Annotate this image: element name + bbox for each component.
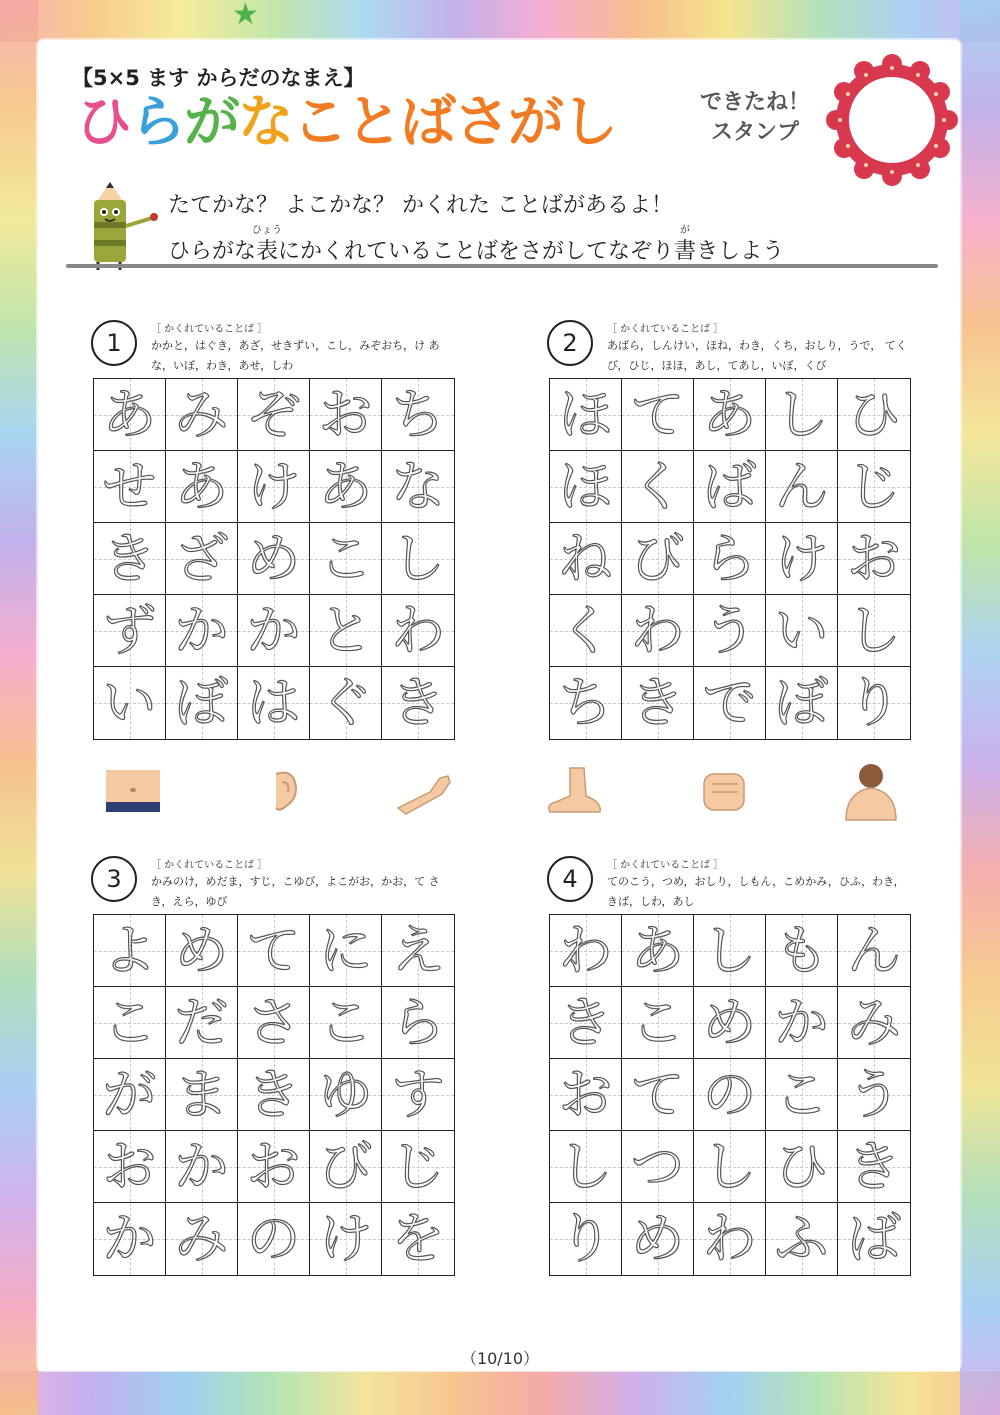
grid-cell (166, 379, 238, 451)
tracing-character[interactable]: て (630, 382, 685, 446)
grid-cell (310, 915, 382, 987)
tracing-character[interactable]: う (702, 598, 757, 662)
grid-cell (838, 1203, 910, 1275)
star-icon: ★ (232, 0, 259, 32)
tracing-character[interactable]: が (102, 1062, 157, 1126)
grid-cell (838, 1059, 910, 1131)
grid-cell (166, 1131, 238, 1203)
grid-cell (166, 451, 238, 523)
tracing-character[interactable]: ぞ (246, 382, 301, 446)
belly-icon (98, 762, 168, 822)
grid-cell (838, 915, 910, 987)
hint-words: かかと，はぐき，あざ，せきずい，こし，みぞおち，け あな，いぼ，わき，あせ，しわ (151, 339, 440, 372)
grid-cell (238, 451, 310, 523)
tracing-character[interactable]: し (847, 598, 901, 662)
tracing-character[interactable]: お (558, 1062, 613, 1126)
tracing-character[interactable]: あ (174, 454, 229, 518)
tracing-character[interactable]: び (630, 526, 685, 590)
tracing-character[interactable]: ぼ (774, 671, 829, 734)
tracing-character[interactable]: ほ (558, 382, 613, 446)
tracing-character[interactable]: ね (558, 526, 613, 590)
grid-cell (382, 595, 454, 667)
divider (66, 264, 938, 268)
tracing-character[interactable]: ば (702, 454, 757, 518)
grid-cell (550, 523, 622, 595)
tracing-character[interactable]: わ (391, 598, 445, 662)
grid-cell (550, 1203, 622, 1275)
tracing-character[interactable]: い (102, 671, 157, 734)
grid-cell (94, 451, 166, 523)
kanji: 書 (674, 239, 697, 264)
grid-cell (766, 1131, 838, 1203)
tracing-character[interactable]: と (318, 598, 373, 662)
furigana: が (680, 225, 691, 236)
hint-heading: ［ かくれていることば ］ (151, 324, 268, 335)
tracing-character[interactable]: う (847, 1062, 901, 1126)
instruction-text: きしよう (696, 239, 785, 264)
grid-cell (238, 1203, 310, 1275)
tracing-character[interactable]: ば (847, 1207, 901, 1270)
tracing-character[interactable]: は (246, 671, 301, 734)
grid-cell (694, 915, 766, 987)
tracing-character[interactable]: こ (774, 1062, 829, 1126)
tracing-character[interactable]: ん (847, 918, 901, 982)
letter-grid (93, 914, 455, 1276)
grid-cell (310, 1203, 382, 1275)
back-icon (836, 762, 906, 822)
tracing-character[interactable]: を (391, 1207, 445, 1270)
grid-cell (838, 595, 910, 667)
grid-cell (238, 1059, 310, 1131)
grid-cell (382, 1131, 454, 1203)
hint-heading: ［ かくれていることば ］ (607, 860, 724, 871)
tracing-character[interactable]: め (702, 990, 757, 1054)
arm-icon (394, 762, 464, 822)
title-char: ひ (76, 90, 130, 155)
grid-cell (238, 379, 310, 451)
tracing-character[interactable]: す (391, 1062, 445, 1126)
grid-cell (166, 1203, 238, 1275)
grid-cell (766, 1203, 838, 1275)
title-char: な (238, 90, 292, 155)
grid-cell (838, 451, 910, 523)
grid-cell (310, 595, 382, 667)
grid-cell (838, 667, 910, 739)
grid-cell (166, 595, 238, 667)
body-part-pictures (98, 762, 898, 822)
tracing-character[interactable]: め (246, 526, 301, 590)
grid-cell (766, 987, 838, 1059)
tracing-character[interactable]: し (558, 1134, 613, 1198)
tracing-character[interactable]: き (630, 671, 685, 734)
tracing-character[interactable]: ひ (774, 1134, 829, 1198)
grid-cell (238, 915, 310, 987)
tracing-character[interactable]: ざ (174, 526, 229, 590)
grid-cell (94, 1203, 166, 1275)
hint-words: かみのけ，めだま，すじ，こゆび，よこがお，かお，て さき，えら，ゆび (151, 875, 440, 908)
grid-cell (166, 915, 238, 987)
grid-cell (238, 667, 310, 739)
grid-cell (238, 987, 310, 1059)
grid-cell (766, 667, 838, 739)
grid-cell (622, 987, 694, 1059)
tracing-character[interactable]: て (246, 918, 301, 982)
frame-right (960, 0, 1000, 1415)
grid-cell (838, 1131, 910, 1203)
grid-cell (166, 523, 238, 595)
grid-cell (166, 1059, 238, 1131)
instruction-text: ひらがな (168, 239, 257, 264)
tracing-character[interactable]: わ (630, 598, 685, 662)
grid-cell (94, 987, 166, 1059)
furigana: ひょう (252, 225, 283, 236)
tracing-character[interactable]: ぐ (318, 671, 373, 734)
tracing-character[interactable]: し (391, 526, 445, 590)
tracing-character[interactable]: け (246, 454, 301, 518)
grid-cell (694, 523, 766, 595)
grid-cell (382, 523, 454, 595)
tracing-character[interactable]: か (774, 990, 829, 1054)
tracing-character[interactable]: き (391, 671, 445, 734)
tracing-character[interactable]: こ (318, 990, 373, 1054)
tracing-character[interactable]: じ (847, 454, 901, 518)
tracing-character[interactable]: し (702, 1134, 757, 1198)
tracing-character[interactable]: ず (102, 598, 157, 662)
puzzle-number: 3 (91, 856, 137, 902)
tracing-character[interactable]: り (847, 671, 901, 734)
puzzle-number: 1 (91, 320, 137, 366)
grid-cell (694, 1203, 766, 1275)
instruction-text: にかくれていることばをさがしてなぞり (278, 239, 675, 264)
tracing-character[interactable]: あ (630, 918, 685, 982)
grid-cell (94, 523, 166, 595)
grid-cell (622, 523, 694, 595)
frame-left (0, 0, 38, 1415)
grid-cell (382, 667, 454, 739)
tracing-character[interactable]: つ (630, 1134, 685, 1198)
tracing-character[interactable]: の (702, 1062, 757, 1126)
tracing-character[interactable]: わ (702, 1207, 757, 1270)
tracing-character[interactable]: か (102, 1207, 157, 1270)
fist-icon (690, 762, 760, 822)
frame-bottom (0, 1371, 1000, 1415)
grid-cell (382, 1203, 454, 1275)
tracing-character[interactable]: け (318, 1207, 373, 1270)
hint-heading: ［ かくれていることば ］ (151, 860, 268, 871)
tracing-character[interactable]: め (630, 1207, 685, 1270)
grid-cell (94, 379, 166, 451)
tracing-character[interactable]: か (174, 598, 229, 662)
stamp-label (690, 88, 820, 147)
tracing-character[interactable]: せ (102, 454, 157, 518)
tracing-character[interactable]: き (246, 1062, 301, 1126)
tracing-character[interactable]: よ (102, 918, 157, 982)
grid-cell (550, 595, 622, 667)
tracing-character[interactable]: お (847, 526, 901, 590)
tracing-character[interactable]: く (558, 598, 613, 662)
grid-cell (838, 379, 910, 451)
tracing-character[interactable]: じ (391, 1134, 445, 1198)
grid-cell (550, 1059, 622, 1131)
grid-cell (550, 667, 622, 739)
kanji: 表 (256, 239, 279, 264)
tracing-character[interactable]: り (558, 1207, 613, 1270)
tracing-character[interactable]: あ (102, 382, 157, 446)
hint-words: あばら，しんけい，ほね，わき，くち，おしり，うで， てくび，ひじ，ほほ，あし，てあし，いぼ，くび (607, 339, 907, 372)
tracing-character[interactable]: き (102, 526, 157, 590)
grid-cell (694, 1131, 766, 1203)
ear-icon (250, 762, 320, 822)
grid-cell (310, 523, 382, 595)
hint-heading: ［ かくれていることば ］ (607, 324, 724, 335)
tracing-character[interactable]: こ (318, 526, 373, 590)
grid-cell (550, 1131, 622, 1203)
tracing-character[interactable]: え (391, 918, 445, 982)
tracing-character[interactable]: ら (391, 990, 445, 1054)
grid-cell (766, 1059, 838, 1131)
foot-icon (540, 762, 610, 822)
grid-cell (550, 379, 622, 451)
grid-cell (622, 1203, 694, 1275)
tracing-character[interactable]: び (318, 1134, 373, 1198)
letter-grid (549, 914, 911, 1276)
tracing-character[interactable]: ち (391, 382, 445, 446)
tracing-character[interactable]: ぼ (174, 671, 229, 734)
instruction-line-2 (168, 225, 785, 265)
grid-cell (622, 379, 694, 451)
grid-cell (694, 379, 766, 451)
grid-cell (694, 595, 766, 667)
letter-grid (549, 378, 911, 740)
worksheet-title (76, 92, 616, 154)
title-char: ら (130, 90, 184, 155)
grid-cell (310, 379, 382, 451)
tracing-character[interactable]: に (318, 918, 373, 982)
grid-cell (694, 451, 766, 523)
tracing-character[interactable]: な (391, 454, 445, 518)
instruction-line-1: たてかな？ よこかな？ かくれた ことばがあるよ！ (168, 193, 673, 218)
grid-cell (382, 915, 454, 987)
grid-cell (310, 451, 382, 523)
grid-cell (550, 451, 622, 523)
grid-cell (694, 667, 766, 739)
tracing-character[interactable]: め (174, 918, 229, 982)
tracing-character[interactable]: ふ (774, 1207, 829, 1270)
grid-cell (838, 987, 910, 1059)
grid-cell (310, 667, 382, 739)
tracing-character[interactable]: さ (246, 990, 301, 1054)
grid-cell (694, 987, 766, 1059)
grid-cell (238, 595, 310, 667)
ruby-kanji (674, 225, 697, 265)
ruby-kanji (252, 225, 283, 265)
hint-words: てのこう，つめ，おしり，しもん，こめかみ，ひふ，わき， きば，しわ，あし (607, 875, 905, 908)
title-char: が (184, 90, 238, 155)
grid-cell (238, 523, 310, 595)
grid-cell (766, 523, 838, 595)
grid-cell (382, 987, 454, 1059)
tracing-character[interactable]: ほ (558, 454, 613, 518)
grid-cell (382, 451, 454, 523)
grid-cell (310, 1131, 382, 1203)
tracing-character[interactable]: の (246, 1207, 301, 1270)
tracing-character[interactable]: わ (558, 918, 613, 982)
tracing-character[interactable]: あ (702, 382, 757, 446)
puzzle-number: 2 (547, 320, 593, 366)
title-rest: ことばさがし (292, 90, 616, 155)
tracing-character[interactable]: こ (102, 990, 157, 1054)
grid-cell (766, 595, 838, 667)
tracing-character[interactable]: く (630, 454, 685, 518)
grid-cell (94, 1131, 166, 1203)
tracing-character[interactable]: け (774, 526, 829, 590)
grid-cell (622, 915, 694, 987)
grid-cell (382, 379, 454, 451)
grid-cell (622, 1131, 694, 1203)
tracing-character[interactable]: き (558, 990, 613, 1054)
tracing-character[interactable]: お (318, 382, 373, 446)
pencil-character-icon (80, 182, 162, 272)
letter-grid (93, 378, 455, 740)
grid-cell (694, 1059, 766, 1131)
grid-cell (94, 915, 166, 987)
grid-cell (94, 1059, 166, 1131)
grid-cell (550, 987, 622, 1059)
frame-top (0, 0, 1000, 42)
grid-cell (166, 667, 238, 739)
tracing-character[interactable]: だ (174, 990, 229, 1054)
stamp-circle-icon (826, 54, 958, 186)
tracing-character[interactable]: ら (702, 526, 757, 590)
tracing-character[interactable]: お (102, 1134, 157, 1198)
grid-cell (838, 523, 910, 595)
grid-cell (94, 667, 166, 739)
tracing-character[interactable]: ひ (847, 382, 901, 446)
grid-cell (766, 915, 838, 987)
tracing-character[interactable]: き (847, 1134, 901, 1198)
grid-cell (382, 1059, 454, 1131)
tracing-character[interactable]: ゆ (318, 1062, 373, 1126)
title-hiragana (76, 90, 292, 155)
grid-cell (622, 667, 694, 739)
grid-cell (310, 1059, 382, 1131)
tracing-character[interactable]: こ (630, 990, 685, 1054)
tracing-character[interactable]: も (774, 918, 829, 982)
stamp-label-line: できたね！ (699, 90, 810, 115)
grid-cell (622, 1059, 694, 1131)
tracing-character[interactable]: み (174, 382, 229, 446)
grid-cell (766, 451, 838, 523)
tracing-character[interactable]: ち (558, 671, 613, 734)
stamp-label-line: スタンプ (710, 119, 799, 145)
grid-cell (310, 987, 382, 1059)
tracing-character[interactable]: い (774, 598, 829, 662)
tracing-character[interactable]: お (246, 1134, 301, 1198)
tracing-character[interactable]: あ (318, 454, 373, 518)
tracing-character[interactable]: か (246, 598, 301, 662)
tracing-character[interactable]: ま (174, 1062, 229, 1126)
page-number: （10/10） (460, 1349, 540, 1368)
worksheet-subtitle: 【5×5 ます からだのなまえ】 (72, 66, 365, 90)
puzzle-number: 4 (547, 856, 593, 902)
grid-cell (622, 451, 694, 523)
tracing-character[interactable]: か (174, 1134, 229, 1198)
tracing-character[interactable]: み (847, 990, 901, 1054)
tracing-character[interactable]: み (174, 1207, 229, 1270)
tracing-character[interactable]: し (774, 382, 829, 446)
grid-cell (766, 379, 838, 451)
grid-cell (550, 915, 622, 987)
tracing-character[interactable]: ん (774, 454, 829, 518)
tracing-character[interactable]: し (702, 918, 757, 982)
tracing-character[interactable]: て (630, 1062, 685, 1126)
grid-cell (166, 987, 238, 1059)
tracing-character[interactable]: で (702, 671, 757, 734)
grid-cell (622, 595, 694, 667)
grid-cell (94, 595, 166, 667)
grid-cell (238, 1131, 310, 1203)
